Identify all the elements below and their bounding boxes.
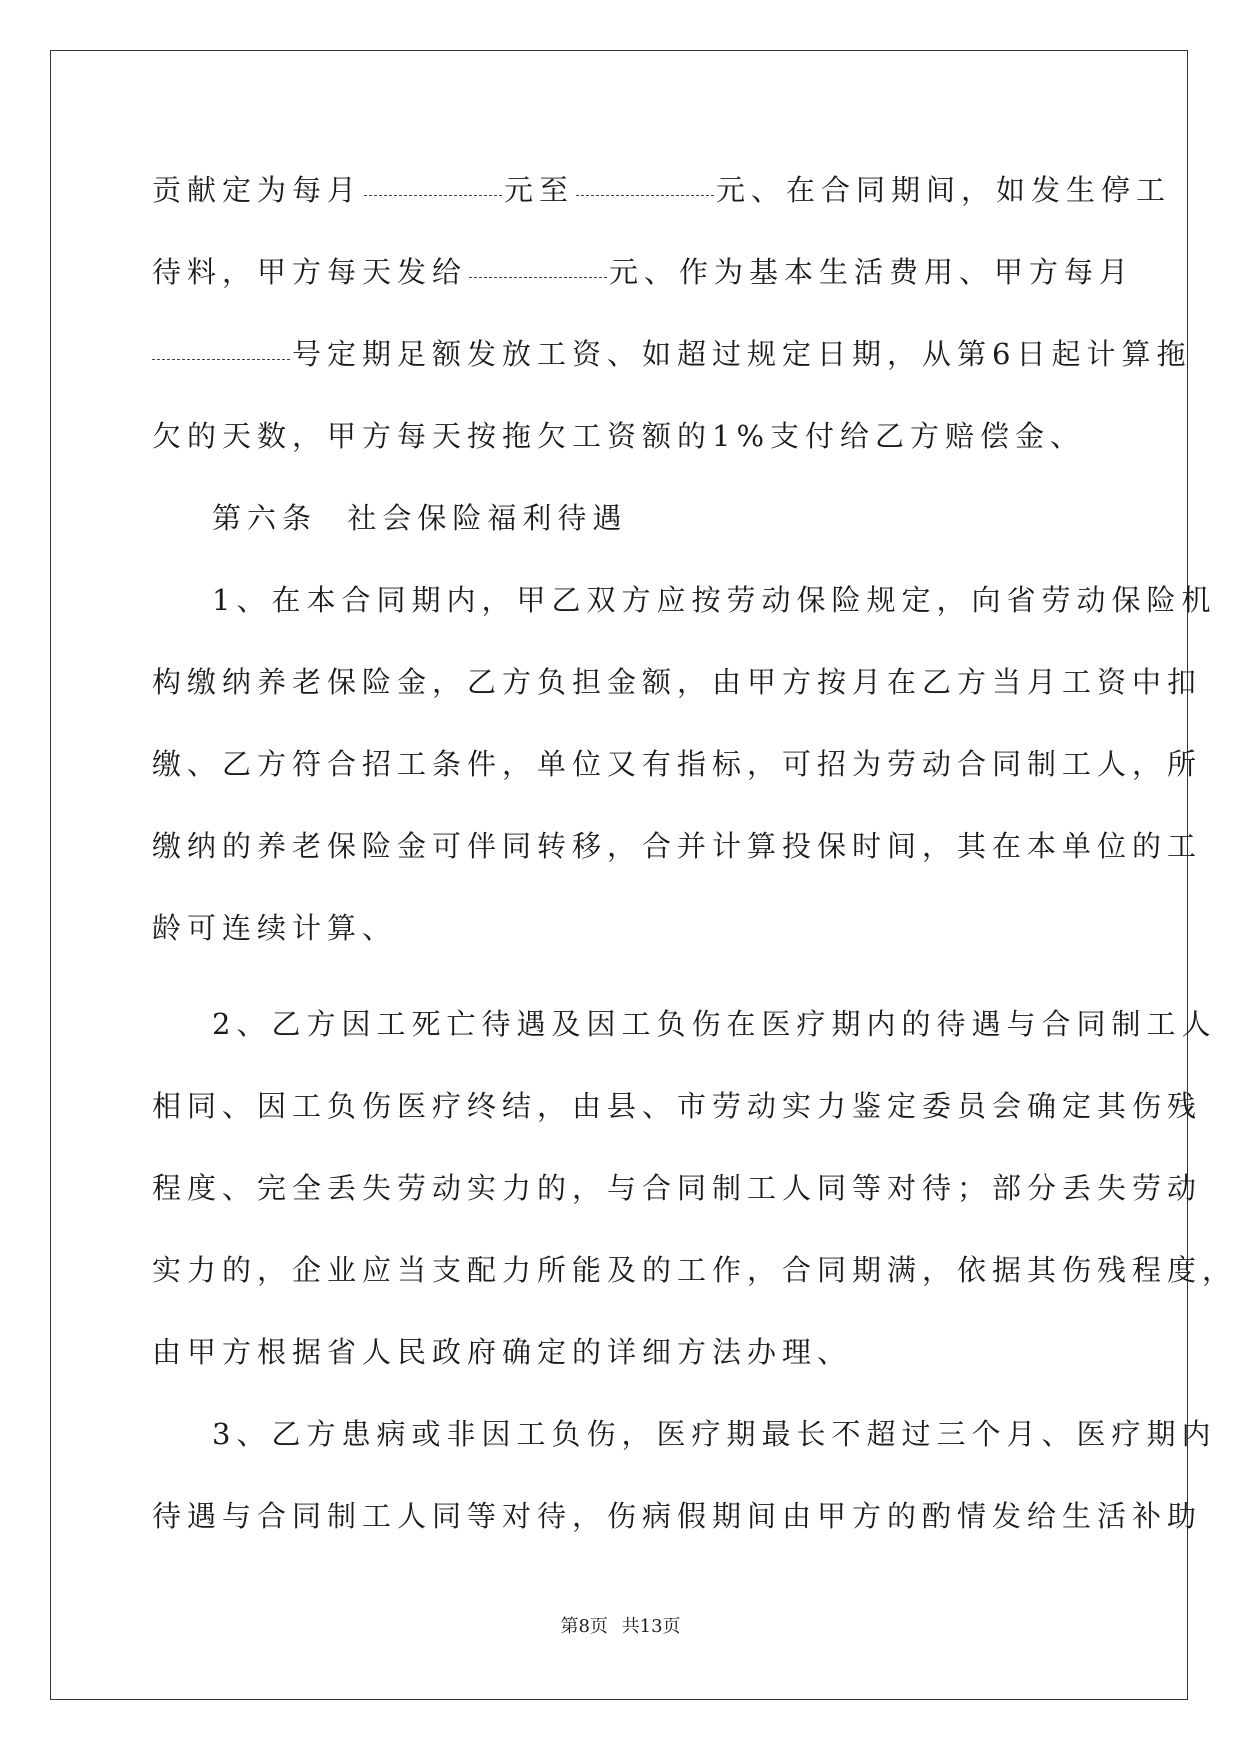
fill-blank <box>364 193 502 196</box>
text-line: 相同、因工负伤医疗终结，由县、市劳动实力鉴定委员会确定其伤残 <box>152 1089 1203 1123</box>
page-number: 第8页 <box>560 1616 608 1637</box>
section-heading: 第六条 社会保险福利待遇 <box>212 501 628 535</box>
paragraph-start: 2、乙方因工死亡待遇及因工负伤在医疗期内的待遇与合同制工人 <box>212 1007 1217 1041</box>
page-footer <box>0 1612 1241 1638</box>
paragraph-gap <box>152 980 1092 994</box>
paragraph-start: 1、在本合同期内，甲乙双方应按劳动保险规定，向省劳动保险机 <box>212 583 1217 617</box>
text-line: 号定期足额发放工资、如超过规定日期，从第6日起计算拖 <box>152 324 1092 406</box>
text-line: 贡献定为每月 元至 元、在合同期间，如发生停工 <box>152 173 1172 207</box>
text-line: 缴纳的养老保险金可伴同转移，合并计算投保时间，其在本单位的工 <box>152 829 1203 863</box>
text-line: 程度、完全丢失劳动实力的，与合同制工人同等对待；部分丢失劳动 <box>152 1171 1203 1205</box>
text-line: 欠的天数，甲方每天按拖欠工资额的1%支付给乙方赔偿金、 <box>152 419 1086 453</box>
text-line: 构缴纳养老保险金，乙方负担金额，由甲方按月在乙方当月工资中扣 <box>152 665 1203 699</box>
document-body <box>152 160 1238 1568</box>
text-line: 由甲方根据省人民政府确定的详细方法办理、 <box>152 1335 853 1369</box>
fill-blank <box>469 275 607 278</box>
text-line: 实力的，企业应当支配力所能及的工作，合同期满，依据其伤残程度， <box>152 1253 1238 1287</box>
fill-blank <box>152 357 290 360</box>
fill-blank <box>576 193 714 196</box>
page-total: 共13页 <box>621 1616 681 1637</box>
text-line: 龄可连续计算、 <box>152 911 398 945</box>
text-line: 待料，甲方每天发给 元、作为基本生活费用、甲方每月 <box>152 255 1135 289</box>
text-line: 待遇与合同制工人同等对待，伤病假期间由甲方的酌情发给生活补助 <box>152 1499 1203 1533</box>
paragraph-start: 3、乙方患病或非因工负伤，医疗期最长不超过三个月、医疗期内 <box>212 1417 1217 1451</box>
text-line: 缴、乙方符合招工条件，单位又有指标，可招为劳动合同制工人，所 <box>152 747 1203 781</box>
